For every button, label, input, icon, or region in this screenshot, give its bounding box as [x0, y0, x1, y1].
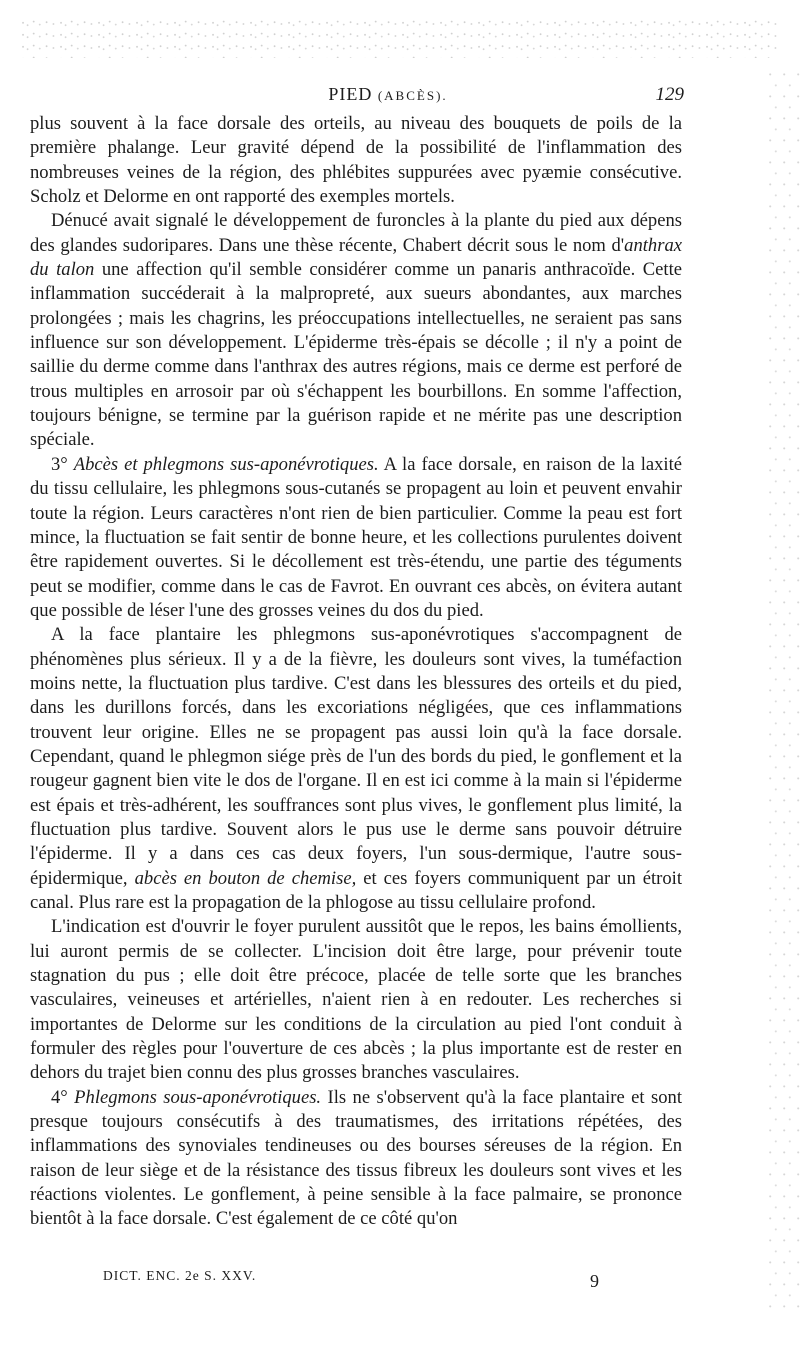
paragraph-4	[30, 623, 682, 915]
paragraph-5	[30, 915, 682, 1085]
sheet-number: 9	[590, 1271, 599, 1291]
printer-signature: DICT. ENC. 2e S. XXV.	[103, 1268, 257, 1283]
term-anthrax-du-talon: anthrax du talon	[30, 234, 682, 281]
section-4-number: 4°	[51, 1086, 68, 1108]
paragraph-2-text-b: une affection qu'il semble considérer comme un panaris anthracoïde. Cette inflammation succéderait à la malpropreté, aux sueurs abondantes, aux marches prolongées ; mais les chagrins, les préoccupations intellectuelles, ne seraient pas sans influence sur son développement. L'épiderme très-épais se décolle ; il n'y a point de saillie du derme comme dans l'anthrax des autres régions, mais ce derme est perforé de trous multiples en arrosoir par où s'échappent les bourbillons. En somme l'affection, toujours bénigne, se termine par la guérison rapide et ne mérite pas une description spéciale.	[30, 259, 682, 451]
paragraph-1-text: plus souvent à la face dorsale des orteils, au niveau des bouquets de poils de la première phalange. Leur gravité dépend de la possibilité de l'inflammation des nombreuses veines de la région, des phlébites suppurées avec pyæmie consécutive. Scholz et Delorme en ont rapporté des exemples mortels.	[30, 113, 682, 208]
section-3-heading: Abcès et phlegmons sus-aponévrotiques.	[73, 453, 379, 475]
paragraph-4-text-a: A la face plantaire les phlegmons sus-aponévrotiques s'accompagnent de phénomènes plus sérieux. Il y a de la fièvre, les douleurs sont vives, la tuméfaction moins nette, la fluctuation plus tardive. C'est dans les blessures des orteils et du pied, dans les durillons forcés, dans les excoriations négligées, que ces inflammations trouvent leur origine. Elles ne se propagent pas aussi loin qu'à la face dorsale. Cependant, quand le phlegmon siége près de l'un des bords du pied, le gonflement et la rougeur gagnent bien vite le dos de l'organe. Il en est ici comme à la main si l'épiderme est épais et très-adhérent, les souffrances sont plus vives, le gonflement plus limité, la fluctuation plus tardive. Souvent alors le pus use le derme sans pouvoir détruire l'épiderme. Il y a dans ces cas deux foyers, l'un sous-dermique, l'autre sous-épidermique,	[30, 624, 682, 889]
paragraph-2-text-a: Dénucé avait signalé le développement de furoncles à la plante du pied aux dépens des glandes sudoripares. Dans une thèse récente, Chabert décrit sous le nom d'	[30, 210, 682, 256]
running-head	[88, 84, 688, 105]
scan-noise-right-edge	[766, 70, 800, 1310]
page-header	[88, 84, 688, 110]
paragraph-1	[30, 112, 682, 209]
section-3-paragraph	[30, 453, 682, 623]
running-title: PIED	[328, 84, 373, 104]
paragraph-5-text: L'indication est d'ouvrir le foyer purulent aussitôt que le repos, les bains émollients, lui auront permis de se collecter. L'incision doit être large, pour prévenir toute stagnation du pus ; elle doit être précoce, placée de telle sorte que les branches vasculaires, veineuses et artérielles, n'aient rien à en redouter. Les recherches si importantes de Delorme sur les conditions de la circulation au pied l'ont conduit à formuler des règles pour l'ouverture de ces abcès ; la plus importante est de rester en dehors du trajet bien connu des plus grosses branches vasculaires.	[30, 916, 682, 1084]
term-abces-en-bouton: abcès en bouton de chemise,	[134, 867, 357, 889]
paragraph-4-text-b: et ces foyers communiquent par un étroit canal. Plus rare est la propagation de la phlogose au tissu cellulaire profond.	[30, 867, 682, 913]
scan-noise-top	[20, 18, 780, 58]
section-4-heading: Phlegmons sous-aponévrotiques.	[74, 1086, 322, 1108]
section-4-paragraph	[30, 1086, 682, 1232]
body-text	[30, 112, 682, 1232]
running-subtitle: (ABCÈS).	[377, 88, 448, 103]
paragraph-2	[30, 209, 682, 452]
section-3-number: 3°	[51, 453, 68, 475]
section-3-text: A la face dorsale, en raison de la laxité du tissu cellulaire, les phlegmons sous-cutanés se propagent au loin et peuvent envahir toute la région. Leurs caractères n'ont rien de bien particulier. Comme la peau est fort mince, la fluctuation se fait sentir de bonne heure, et les collections purulentes doivent être rapidement ouvertes. Si le décollement est très-étendu, une partie des téguments peut se modifier, comme dans le cas de Favrot. En ouvrant ces abcès, on évitera autant que possible de léser l'une des grosses veines du dos du pied.	[30, 453, 682, 621]
section-4-text: Ils ne s'observent qu'à la face plantaire et sont presque toujours consécutifs à des traumatismes, des irritations répétées, des inflammations des synoviales tendineuses ou des bourses séreuses de la région. En raison de leur siège et de la résistance des tissus fibreux les douleurs sont vives et les réactions violentes. Le gonflement, à peine sensible à la face palmaire, se prononce bientôt à la face dorsale. C'est également de ce côté qu'on	[30, 1086, 682, 1230]
page-number: 129	[655, 84, 684, 105]
